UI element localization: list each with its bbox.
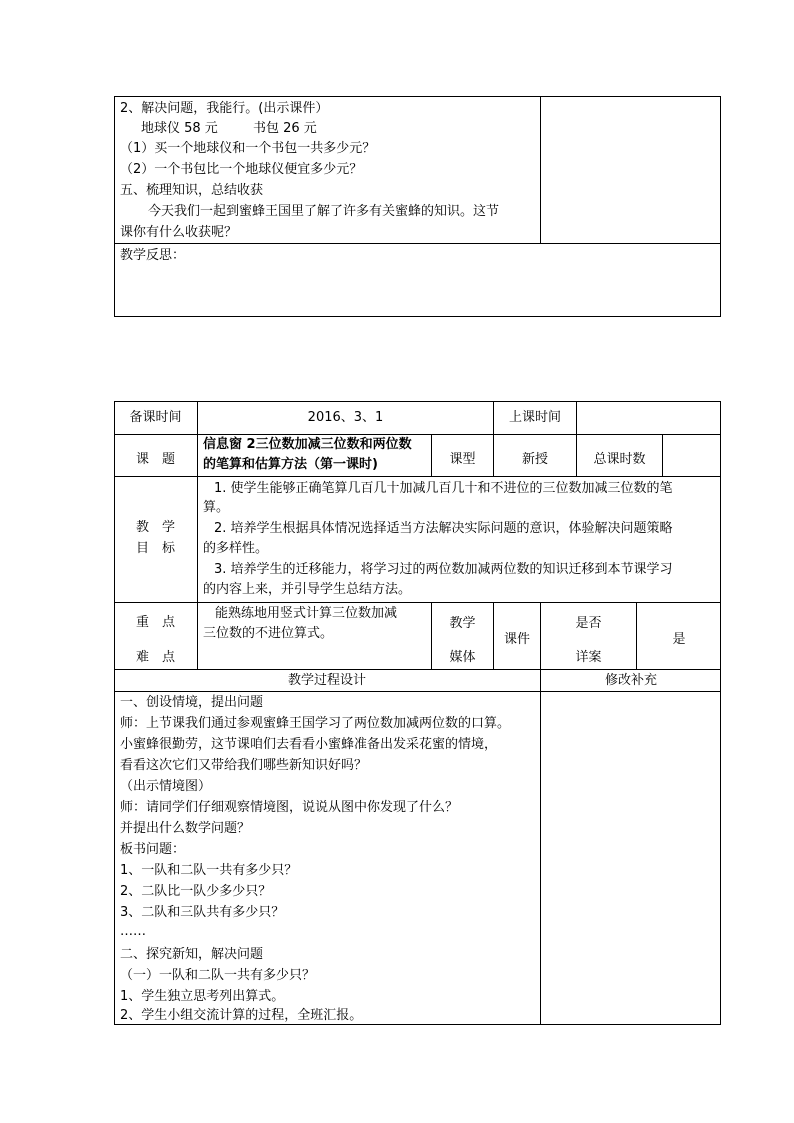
process-design-header: 教学过程设计 xyxy=(287,673,366,688)
summary-text-1: 今天我们一起到蜜蜂王国里了解了许多有关蜜蜂的知识。这节 xyxy=(148,204,500,219)
solve-problem-heading: 2、解决问题，我能行。(出示课件） xyxy=(120,101,329,116)
media-label-2: 媒体 xyxy=(449,650,476,665)
goal-3-line-1: 3. 培养学生的迁移能力，将学习过的两位数加减两位数的知识迁移到本节课学习 xyxy=(214,562,673,577)
prep-time-label: 备课时间 xyxy=(129,410,182,425)
goal-2-line-1: 2. 培养学生根据具体情况选择适当方法解决实际问题的意识，体验解决问题策略 xyxy=(214,521,673,536)
goal-2-line-2: 的多样性。 xyxy=(203,541,269,556)
bag-price: 书包 26 元 xyxy=(253,121,317,136)
process-line: 1、一队和二队一共有多少只？ xyxy=(120,863,298,878)
key-point-label: 重 点 xyxy=(135,615,175,630)
key-point-text-1: 能熟练地用竖式计算三位数加减 xyxy=(215,606,398,621)
process-line: （出示情境图） xyxy=(120,779,212,794)
class-time-label: 上课时间 xyxy=(508,410,561,425)
question-1: （1）买一个地球仪和一个书包一共多少元？ xyxy=(120,141,376,156)
media-label-1: 教学 xyxy=(449,616,476,631)
col-line xyxy=(576,401,577,434)
question-2: （2）一个书包比一个地球仪便宜多少元？ xyxy=(120,162,363,177)
process-line: 一、创设情境，提出问题 xyxy=(120,695,264,710)
goal-3-line-2: 的内容上来，并引导学生总结方法。 xyxy=(203,582,412,597)
process-line: 二、探究新知，解决问题 xyxy=(120,947,264,962)
globe-price: 地球仪 58 元 xyxy=(141,121,218,136)
table-top-col-divider xyxy=(540,96,541,244)
process-line: 3、二队和三队共有多少只？ xyxy=(120,905,285,920)
process-line: 并提出什么数学问题？ xyxy=(120,821,251,836)
process-line: 小蜜蜂很勤劳，这节课咱们去看看小蜜蜂准备出发采花蜜的情境， xyxy=(120,737,498,752)
total-hours-label: 总课时数 xyxy=(593,452,646,467)
process-line: 1、学生独立思考列出算式。 xyxy=(120,989,285,1004)
col-line xyxy=(197,401,198,602)
row-line xyxy=(114,476,721,477)
process-line: 师：请同学们仔细观察情境图，说说从图中你发现了什么？ xyxy=(120,800,459,815)
goal-1-line-1: 1. 使学生能够正确笔算几百几十加减几百几十和不进位的三位数加减三位数的笔 xyxy=(214,481,673,496)
revision-header: 修改补充 xyxy=(604,673,657,688)
process-line: 看看这次它们又带给我们哪些新知识好吗？ xyxy=(120,758,368,773)
table-top-row-divider xyxy=(114,243,721,244)
topic-title-line-1: 信息窗 2三位数加减三位数和两位数 xyxy=(203,437,412,452)
process-line: （一）一队和二队一共有多少只？ xyxy=(120,968,316,983)
process-line: …… xyxy=(120,924,146,939)
detailed-plan-label-2: 详案 xyxy=(575,650,602,665)
row-line xyxy=(114,669,721,670)
process-line: 板书问题： xyxy=(120,842,186,857)
key-point-text-2: 三位数的不进位算式。 xyxy=(203,626,334,641)
row-line xyxy=(114,602,721,603)
detailed-plan-value: 是 xyxy=(672,632,686,647)
process-line: 师：上节课我们通过参观蜜蜂王国学习了两位数加减两位数的口算。 xyxy=(120,716,511,731)
summary-heading: 五、梳理知识，总结收获 xyxy=(120,183,264,198)
media-value: 课件 xyxy=(503,632,530,647)
topic-title-line-2: 的笔算和估算方法（第一课时) xyxy=(203,457,378,472)
col-line xyxy=(197,602,198,669)
prep-time-value: 2016、3、1 xyxy=(307,410,384,425)
topic-label: 课 题 xyxy=(135,452,175,467)
detailed-plan-label-1: 是否 xyxy=(575,616,602,631)
type-value: 新授 xyxy=(521,452,548,467)
col-line xyxy=(662,434,663,476)
difficulty-label: 难 点 xyxy=(135,650,175,665)
summary-text-2: 课你有什么收获呢？ xyxy=(120,225,238,240)
process-line: 2、二队比一队少多少只？ xyxy=(120,884,272,899)
goals-label-1: 教 学 xyxy=(135,520,175,535)
process-line: 2、学生小组交流计算的过程，全班汇报。 xyxy=(120,1008,363,1023)
goal-1-line-2: 算。 xyxy=(203,500,230,515)
goals-label-2: 目 标 xyxy=(135,541,175,556)
type-label: 课型 xyxy=(449,452,476,467)
reflection-label: 教学反思： xyxy=(120,248,186,263)
row-line xyxy=(114,691,721,692)
